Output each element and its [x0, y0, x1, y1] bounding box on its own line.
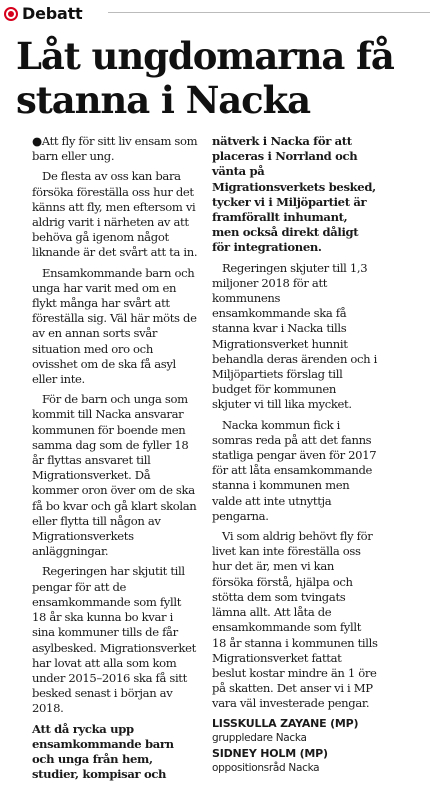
right-column: [212, 134, 378, 775]
paragraph: Regeringen har skjutit till pengar för att de ensamkommande som fyllt 18 år ska kunna bo kvar i sina kommuner tills de får asylbesked. Migrationsverket har lovat att alla som kom under 2015–2016 ska få sitt besked senast i början av 2018.: [32, 564, 196, 716]
bullet-icon: ●: [32, 134, 42, 148]
section-divider: [108, 12, 430, 13]
bold-paragraph: nätverk i Nacka för att placeras i Norrland och vänta på Migrationsverkets besked, tycker vi i Miljöpartiet är framförallt inhumant, men också direkt dåligt för integrationen.: [212, 134, 376, 255]
paragraph-text: Att fly för sitt liv ensam som barn eller ung.: [32, 134, 198, 164]
paragraph: Regeringen skjuter till 1,3 miljoner 2018 för att kommunens ensamkommande ska få stanna kvar i Nacka tills Migrationsverket hunnit behandla deras ärenden och i Miljöpartiets förslag till budget för kommunen skjuter vi till lika mycket.: [212, 260, 377, 412]
paragraph: Nacka kommun fick i somras reda på att det fanns statliga pengar även för 2017 för att låta ensamkommande stanna i kommunen men valde att inte utnyttja pengarna.: [212, 417, 377, 523]
target-icon: [4, 7, 18, 21]
signature-name: LISSKULLA ZAYANE (MP): [212, 716, 359, 730]
lead-paragraph: [32, 134, 198, 164]
signature-title: oppositionsråd Nacka: [212, 761, 320, 774]
headline: Låt ungdomarna få stanna i Nacka: [16, 34, 394, 122]
bold-paragraph: Att då rycka upp ensamkommande barn och unga från hem, studier, kompisar och: [32, 721, 174, 782]
paragraph: För de barn och unga som kommit till Nacka ansvarar kommunen för boende men samma dag som de fyller 18 år flyttas ansvaret till Migrationsverket. Då kommer oron över om de ska få bo kvar och gå klart skolan eller flytta till någon av Migrationsverkets anläggningar.: [32, 392, 197, 559]
paragraph: Ensamkommande barn och unga har varit med om en flykt många har svårt att föreställa sig. Väl här möts de av en annan sorts svår situation med oro och ovisshet om de ska få asyl eller inte.: [32, 265, 197, 387]
paragraph: Vi som aldrig behövt fly för livet kan inte föreställa oss hur det är, men vi kan försöka förstå, hjälpa och stötta dem som tvingats lämna allt. Att låta de ensamkommande som fyllt 18 år stanna i kommunen tills Migrationsverket fattat beslut kostar mindre än 1 öre på skatten. Det anser vi i MP vara väl investerade pengar.: [212, 529, 378, 711]
paragraph: De flesta av oss kan bara försöka föreställa oss hur det känns att fly, men eftersom vi aldrig varit i närheten av att behöva gå igenom något liknande är det svårt att ta in.: [32, 169, 198, 260]
signature-title: gruppledare Nacka: [212, 731, 307, 744]
section-label: Debatt: [22, 4, 83, 23]
signature-name: SIDNEY HOLM (MP): [212, 746, 328, 760]
section-tag: [4, 4, 82, 23]
left-column: [32, 134, 198, 787]
